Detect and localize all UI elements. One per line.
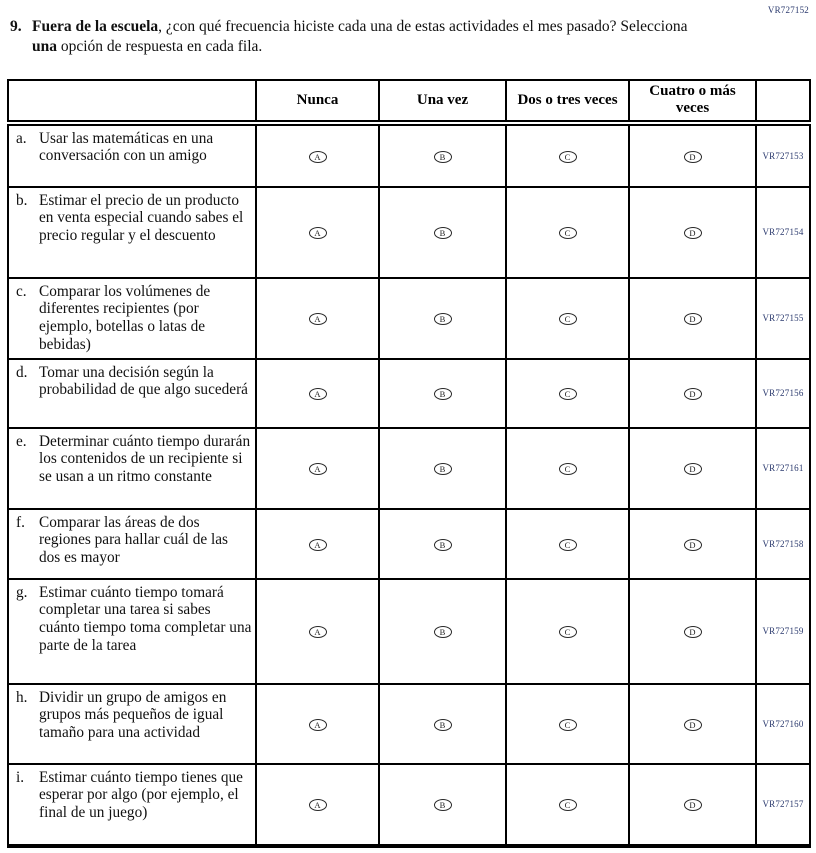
activity-label bbox=[8, 579, 256, 684]
activity-label bbox=[8, 764, 256, 846]
page-accession-code: VR727152 bbox=[767, 5, 809, 15]
table-row-c bbox=[8, 278, 810, 359]
option-bubble-a[interactable]: A bbox=[309, 227, 327, 239]
question-number: 9. bbox=[10, 18, 22, 35]
option-bubble-c[interactable]: C bbox=[559, 799, 577, 811]
option-bubble-c[interactable]: C bbox=[559, 388, 577, 400]
option-bubble-d[interactable]: D bbox=[684, 799, 702, 811]
option-cell bbox=[256, 123, 379, 187]
row-letter: h. bbox=[16, 688, 28, 706]
option-bubble-b[interactable]: B bbox=[434, 388, 452, 400]
option-cell bbox=[379, 187, 506, 278]
option-cell bbox=[629, 509, 756, 579]
option-bubble-b[interactable]: B bbox=[434, 799, 452, 811]
option-cell bbox=[506, 187, 629, 278]
option-bubble-b[interactable]: B bbox=[434, 227, 452, 239]
activity-label bbox=[8, 428, 256, 509]
option-cell bbox=[506, 684, 629, 764]
row-text: Determinar cuánto tiempo durarán los contenidos de un recipiente si se usan a un ritmo constante bbox=[39, 432, 251, 486]
row-accession-code: VR727161 bbox=[756, 428, 810, 509]
row-text: Tomar una decisión según la probabilidad de que algo sucederá bbox=[39, 363, 248, 399]
option-bubble-a[interactable]: A bbox=[309, 151, 327, 163]
option-bubble-d[interactable]: D bbox=[684, 719, 702, 731]
option-bubble-a[interactable]: A bbox=[309, 626, 327, 638]
row-letter: g. bbox=[16, 583, 28, 601]
header-row bbox=[8, 80, 810, 123]
option-bubble-b[interactable]: B bbox=[434, 539, 452, 551]
option-bubble-a[interactable]: A bbox=[309, 313, 327, 325]
row-text: Usar las matemáticas en una conversación con un amigo bbox=[39, 129, 214, 165]
row-accession-code: VR727158 bbox=[756, 509, 810, 579]
option-bubble-d[interactable]: D bbox=[684, 388, 702, 400]
row-text: Estimar el precio de un producto en venta especial cuando sabes el precio regular y el descuento bbox=[39, 191, 244, 245]
option-cell bbox=[629, 187, 756, 278]
option-cell bbox=[379, 428, 506, 509]
option-bubble-c[interactable]: C bbox=[559, 719, 577, 731]
table-row-h bbox=[8, 684, 810, 764]
option-bubble-d[interactable]: D bbox=[684, 313, 702, 325]
row-accession-code: VR727155 bbox=[756, 278, 810, 359]
option-cell bbox=[506, 509, 629, 579]
header-code-blank bbox=[756, 80, 810, 123]
option-cell bbox=[379, 764, 506, 846]
option-bubble-a[interactable]: A bbox=[309, 799, 327, 811]
option-cell bbox=[629, 579, 756, 684]
option-cell bbox=[506, 278, 629, 359]
row-text: Estimar cuánto tiempo tomará completar una tarea si sabes cuánto tiempo toma completar una parte de la tarea bbox=[39, 583, 252, 654]
row-text: Estimar cuánto tiempo tienes que esperar por algo (por ejemplo, el final de un juego) bbox=[39, 768, 243, 822]
row-letter: i. bbox=[16, 768, 25, 786]
option-bubble-b[interactable]: B bbox=[434, 626, 452, 638]
row-letter: a. bbox=[16, 129, 27, 147]
option-bubble-c[interactable]: C bbox=[559, 227, 577, 239]
table-row-d bbox=[8, 359, 810, 428]
table-row-e bbox=[8, 428, 810, 509]
option-bubble-c[interactable]: C bbox=[559, 463, 577, 475]
option-cell bbox=[256, 278, 379, 359]
option-bubble-d[interactable]: D bbox=[684, 151, 702, 163]
option-cell bbox=[506, 579, 629, 684]
option-bubble-b[interactable]: B bbox=[434, 463, 452, 475]
option-cell bbox=[256, 684, 379, 764]
option-bubble-d[interactable]: D bbox=[684, 626, 702, 638]
option-bubble-a[interactable]: A bbox=[309, 539, 327, 551]
row-accession-code: VR727160 bbox=[756, 684, 810, 764]
header-dos-o-tres-veces: Dos o tres veces bbox=[506, 80, 629, 123]
row-letter: e. bbox=[16, 432, 27, 450]
question-block bbox=[0, 0, 816, 57]
row-text: Comparar las áreas de dos regiones para hallar cuál de las dos es mayor bbox=[39, 513, 228, 567]
question-segment: , ¿con qué frecuencia hiciste cada una de estas actividades el mes pasado? Selecciona bbox=[158, 18, 688, 35]
table-row-i bbox=[8, 764, 810, 846]
option-cell bbox=[379, 123, 506, 187]
option-bubble-a[interactable]: A bbox=[309, 463, 327, 475]
activity-label bbox=[8, 359, 256, 428]
option-cell bbox=[629, 359, 756, 428]
option-bubble-a[interactable]: A bbox=[309, 719, 327, 731]
option-cell bbox=[629, 764, 756, 846]
option-cell bbox=[379, 579, 506, 684]
option-cell bbox=[506, 428, 629, 509]
header-nunca: Nunca bbox=[256, 80, 379, 123]
option-bubble-b[interactable]: B bbox=[434, 313, 452, 325]
option-cell bbox=[256, 579, 379, 684]
option-bubble-b[interactable]: B bbox=[434, 151, 452, 163]
option-cell bbox=[629, 428, 756, 509]
header-cuatro-o-mas-veces: Cuatro o más veces bbox=[629, 80, 756, 123]
row-letter: c. bbox=[16, 282, 27, 300]
option-cell bbox=[256, 359, 379, 428]
row-accession-code: VR727154 bbox=[756, 187, 810, 278]
option-bubble-d[interactable]: D bbox=[684, 539, 702, 551]
row-letter: f. bbox=[16, 513, 25, 531]
option-cell bbox=[629, 278, 756, 359]
header-una-vez: Una vez bbox=[379, 80, 506, 123]
option-cell bbox=[506, 764, 629, 846]
row-accession-code: VR727157 bbox=[756, 764, 810, 846]
frequency-matrix-table bbox=[7, 79, 811, 848]
activity-label bbox=[8, 684, 256, 764]
option-cell bbox=[379, 278, 506, 359]
activity-label bbox=[8, 509, 256, 579]
option-cell bbox=[629, 123, 756, 187]
option-bubble-c[interactable]: C bbox=[559, 539, 577, 551]
table-row-f bbox=[8, 509, 810, 579]
option-bubble-c[interactable]: C bbox=[559, 626, 577, 638]
table-row-g bbox=[8, 579, 810, 684]
option-cell bbox=[506, 123, 629, 187]
row-accession-code: VR727159 bbox=[756, 579, 810, 684]
activity-label bbox=[8, 187, 256, 278]
table-row-a bbox=[8, 123, 810, 187]
activity-label bbox=[8, 278, 256, 359]
table-row-b bbox=[8, 187, 810, 278]
option-cell bbox=[256, 428, 379, 509]
option-cell bbox=[379, 359, 506, 428]
option-bubble-c[interactable]: C bbox=[559, 313, 577, 325]
option-cell bbox=[256, 187, 379, 278]
question-segment: Fuera de la escuela bbox=[32, 18, 159, 35]
question-segment: opción de respuesta en cada fila. bbox=[57, 37, 263, 55]
option-bubble-d[interactable]: D bbox=[684, 463, 702, 475]
option-bubble-a[interactable]: A bbox=[309, 388, 327, 400]
row-letter: d. bbox=[16, 363, 28, 381]
question-text bbox=[32, 17, 694, 57]
row-accession-code: VR727156 bbox=[756, 359, 810, 428]
option-bubble-d[interactable]: D bbox=[684, 227, 702, 239]
option-cell bbox=[256, 509, 379, 579]
activity-label bbox=[8, 123, 256, 187]
row-accession-code: VR727153 bbox=[756, 123, 810, 187]
row-text: Comparar los volúmenes de diferentes recipientes (por ejemplo, botellas o latas de bebidas) bbox=[39, 282, 211, 353]
option-cell bbox=[629, 684, 756, 764]
option-cell bbox=[379, 509, 506, 579]
row-letter: b. bbox=[16, 191, 28, 209]
option-cell bbox=[256, 764, 379, 846]
row-text: Dividir un grupo de amigos en grupos más pequeños de igual tamaño para una actividad bbox=[39, 688, 227, 742]
option-cell bbox=[506, 359, 629, 428]
header-activity-blank bbox=[8, 80, 256, 123]
question-segment: una bbox=[32, 37, 57, 55]
option-bubble-b[interactable]: B bbox=[434, 719, 452, 731]
option-bubble-c[interactable]: C bbox=[559, 151, 577, 163]
option-cell bbox=[379, 684, 506, 764]
